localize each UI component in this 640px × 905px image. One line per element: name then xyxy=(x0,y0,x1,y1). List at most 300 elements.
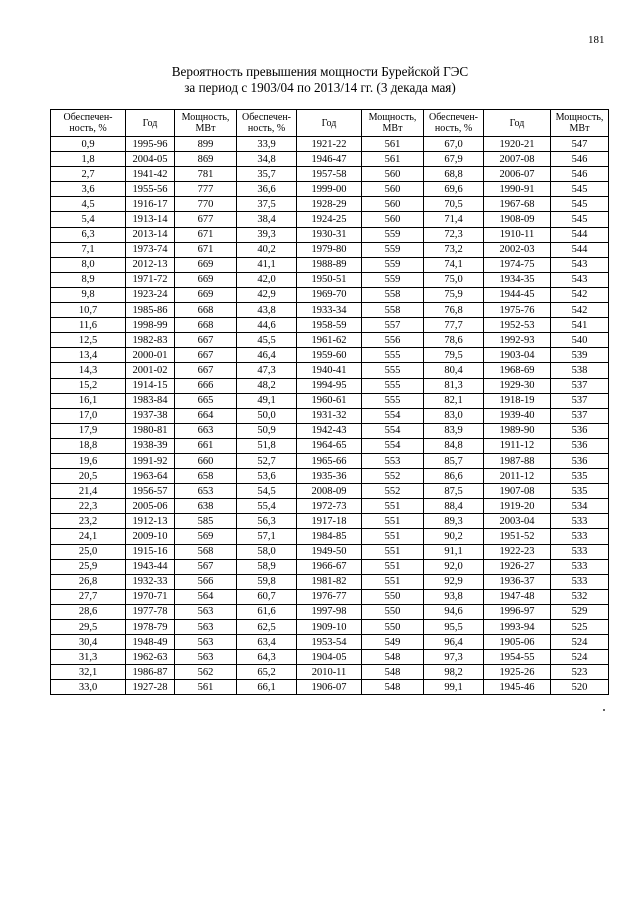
table-row xyxy=(51,227,609,242)
table-cell: 91,1 xyxy=(424,544,484,559)
table-cell: 537 xyxy=(551,378,609,393)
table-cell: 564 xyxy=(175,589,237,604)
title-line-2: за период с 1903/04 по 2013/14 гг. (3 декада мая) xyxy=(184,80,456,95)
table-cell: 42,9 xyxy=(237,287,297,302)
table-cell: 74,1 xyxy=(424,257,484,272)
table-cell: 541 xyxy=(551,318,609,333)
table-row xyxy=(51,544,609,559)
table-cell: 14,3 xyxy=(51,363,126,378)
table-cell: 544 xyxy=(551,227,609,242)
table-row xyxy=(51,650,609,665)
table-cell: 1984-85 xyxy=(297,529,362,544)
table-cell: 1975-76 xyxy=(484,303,551,318)
table-cell: 84,8 xyxy=(424,438,484,453)
table-cell: 777 xyxy=(175,182,237,197)
table-cell: 48,2 xyxy=(237,378,297,393)
table-cell: 660 xyxy=(175,453,237,468)
table-cell: 45,5 xyxy=(237,333,297,348)
table-cell: 555 xyxy=(362,378,424,393)
table-cell: 544 xyxy=(551,242,609,257)
table-cell: 1928-29 xyxy=(297,197,362,212)
table-cell: 558 xyxy=(362,303,424,318)
table-cell: 1948-49 xyxy=(126,635,175,650)
table-cell: 556 xyxy=(362,333,424,348)
scan-artifact xyxy=(603,709,605,711)
table-cell: 75,0 xyxy=(424,272,484,287)
table-cell: 1996-97 xyxy=(484,604,551,619)
table-cell: 537 xyxy=(551,408,609,423)
column-header: Обеспечен-ность, % xyxy=(424,110,484,137)
table-cell: 1934-35 xyxy=(484,272,551,287)
table-cell: 39,3 xyxy=(237,227,297,242)
table-cell: 532 xyxy=(551,589,609,604)
table-cell: 542 xyxy=(551,287,609,302)
table-cell: 1957-58 xyxy=(297,167,362,182)
table-cell: 1930-31 xyxy=(297,227,362,242)
table-row xyxy=(51,152,609,167)
table-cell: 770 xyxy=(175,197,237,212)
table-cell: 83,9 xyxy=(424,423,484,438)
table-cell: 560 xyxy=(362,197,424,212)
table-cell: 67,0 xyxy=(424,137,484,152)
table-cell: 1969-70 xyxy=(297,287,362,302)
table-cell: 59,8 xyxy=(237,574,297,589)
title-line-1: Вероятность превышения мощности Бурейской ГЭС xyxy=(171,64,469,79)
table-cell: 58,9 xyxy=(237,559,297,574)
table-row xyxy=(51,137,609,152)
table-cell: 1942-43 xyxy=(297,423,362,438)
table-row xyxy=(51,589,609,604)
table-cell: 1921-22 xyxy=(297,137,362,152)
table-cell: 98,2 xyxy=(424,665,484,680)
table-cell: 563 xyxy=(175,604,237,619)
table-cell: 52,7 xyxy=(237,453,297,468)
table-cell: 21,4 xyxy=(51,484,126,499)
table-cell: 1972-73 xyxy=(297,499,362,514)
table-cell: 61,6 xyxy=(237,604,297,619)
table-cell: 1958-59 xyxy=(297,318,362,333)
table-cell: 546 xyxy=(551,167,609,182)
table-row xyxy=(51,469,609,484)
table-cell: 539 xyxy=(551,348,609,363)
table-cell: 1925-26 xyxy=(484,665,551,680)
table-cell: 551 xyxy=(362,574,424,589)
table-row xyxy=(51,318,609,333)
table-row xyxy=(51,514,609,529)
table-cell: 566 xyxy=(175,574,237,589)
table-cell: 545 xyxy=(551,182,609,197)
table-cell: 23,2 xyxy=(51,514,126,529)
table-cell: 1959-60 xyxy=(297,348,362,363)
table-row xyxy=(51,438,609,453)
table-cell: 51,8 xyxy=(237,438,297,453)
table-cell: 73,2 xyxy=(424,242,484,257)
table-cell: 13,4 xyxy=(51,348,126,363)
table-cell: 20,5 xyxy=(51,469,126,484)
table-cell: 60,7 xyxy=(237,589,297,604)
table-cell: 55,4 xyxy=(237,499,297,514)
table-cell: 95,5 xyxy=(424,620,484,635)
table-cell: 638 xyxy=(175,499,237,514)
table-header-row xyxy=(51,110,609,137)
table-cell: 56,3 xyxy=(237,514,297,529)
table-cell: 27,7 xyxy=(51,589,126,604)
table-cell: 92,0 xyxy=(424,559,484,574)
table-cell: 1988-89 xyxy=(297,257,362,272)
table-cell: 53,6 xyxy=(237,469,297,484)
table-cell: 66,1 xyxy=(237,680,297,695)
table-cell: 1978-79 xyxy=(126,620,175,635)
table-cell: 83,0 xyxy=(424,408,484,423)
table-cell: 1907-08 xyxy=(484,484,551,499)
table-cell: 2007-08 xyxy=(484,152,551,167)
table-cell: 47,3 xyxy=(237,363,297,378)
table-cell: 663 xyxy=(175,423,237,438)
table-cell: 1910-11 xyxy=(484,227,551,242)
table-row xyxy=(51,604,609,619)
page-title xyxy=(0,64,640,96)
table-cell: 7,1 xyxy=(51,242,126,257)
table-cell: 2001-02 xyxy=(126,363,175,378)
table-cell: 536 xyxy=(551,438,609,453)
table-cell: 1965-66 xyxy=(297,453,362,468)
table-cell: 62,5 xyxy=(237,620,297,635)
table-cell: 4,5 xyxy=(51,197,126,212)
table-cell: 550 xyxy=(362,589,424,604)
table-row xyxy=(51,378,609,393)
table-cell: 0,9 xyxy=(51,137,126,152)
table-cell: 533 xyxy=(551,559,609,574)
table-cell: 78,6 xyxy=(424,333,484,348)
table-cell: 34,8 xyxy=(237,152,297,167)
table-cell: 8,0 xyxy=(51,257,126,272)
table-cell: 563 xyxy=(175,635,237,650)
table-cell: 554 xyxy=(362,408,424,423)
table-cell: 79,5 xyxy=(424,348,484,363)
table-cell: 94,6 xyxy=(424,604,484,619)
table-row xyxy=(51,665,609,680)
table-row xyxy=(51,620,609,635)
table-cell: 559 xyxy=(362,257,424,272)
table-cell: 551 xyxy=(362,529,424,544)
table-cell: 1991-92 xyxy=(126,453,175,468)
table-cell: 1936-37 xyxy=(484,574,551,589)
table-cell: 36,6 xyxy=(237,182,297,197)
column-header: Год xyxy=(297,110,362,137)
table-cell: 26,8 xyxy=(51,574,126,589)
table-cell: 1983-84 xyxy=(126,393,175,408)
table-cell: 537 xyxy=(551,393,609,408)
table-cell: 18,8 xyxy=(51,438,126,453)
table-cell: 666 xyxy=(175,378,237,393)
column-header: Обеспечен-ность, % xyxy=(237,110,297,137)
table-cell: 2008-09 xyxy=(297,484,362,499)
table-cell: 30,4 xyxy=(51,635,126,650)
table-cell: 563 xyxy=(175,650,237,665)
table-row xyxy=(51,287,609,302)
table-cell: 533 xyxy=(551,544,609,559)
table-cell: 536 xyxy=(551,423,609,438)
table-row xyxy=(51,393,609,408)
column-header: Мощность, МВт xyxy=(362,110,424,137)
column-header: Обеспечен-ность, % xyxy=(51,110,126,137)
table-cell: 1919-20 xyxy=(484,499,551,514)
table-cell: 562 xyxy=(175,665,237,680)
table-cell: 1962-63 xyxy=(126,650,175,665)
table-cell: 17,9 xyxy=(51,423,126,438)
table-cell: 535 xyxy=(551,469,609,484)
table-cell: 554 xyxy=(362,438,424,453)
table-cell: 2005-06 xyxy=(126,499,175,514)
table-cell: 1993-94 xyxy=(484,620,551,635)
table-cell: 1,8 xyxy=(51,152,126,167)
table-cell: 543 xyxy=(551,272,609,287)
table-cell: 525 xyxy=(551,620,609,635)
table-cell: 72,3 xyxy=(424,227,484,242)
table-cell: 560 xyxy=(362,182,424,197)
table-cell: 1994-95 xyxy=(297,378,362,393)
table-cell: 5,4 xyxy=(51,212,126,227)
table-row xyxy=(51,423,609,438)
table-cell: 563 xyxy=(175,620,237,635)
table-cell: 6,3 xyxy=(51,227,126,242)
table-cell: 10,7 xyxy=(51,303,126,318)
table-cell: 1982-83 xyxy=(126,333,175,348)
table-row xyxy=(51,635,609,650)
table-row xyxy=(51,242,609,257)
table-cell: 82,1 xyxy=(424,393,484,408)
table-cell: 2011-12 xyxy=(484,469,551,484)
table-cell: 561 xyxy=(362,137,424,152)
table-cell: 555 xyxy=(362,363,424,378)
table-cell: 65,2 xyxy=(237,665,297,680)
table-cell: 2010-11 xyxy=(297,665,362,680)
table-cell: 1955-56 xyxy=(126,182,175,197)
table-cell: 85,7 xyxy=(424,453,484,468)
table-cell: 535 xyxy=(551,484,609,499)
column-header: Год xyxy=(484,110,551,137)
table-cell: 533 xyxy=(551,529,609,544)
table-cell: 44,6 xyxy=(237,318,297,333)
table-cell: 669 xyxy=(175,287,237,302)
table-cell: 1908-09 xyxy=(484,212,551,227)
table-row xyxy=(51,499,609,514)
table-cell: 542 xyxy=(551,303,609,318)
table-cell: 1914-15 xyxy=(126,378,175,393)
table-row xyxy=(51,303,609,318)
table-cell: 1979-80 xyxy=(297,242,362,257)
table-cell: 1961-62 xyxy=(297,333,362,348)
table-cell: 1935-36 xyxy=(297,469,362,484)
table-cell: 551 xyxy=(362,499,424,514)
table-cell: 33,0 xyxy=(51,680,126,695)
table-cell: 1911-12 xyxy=(484,438,551,453)
table-cell: 11,6 xyxy=(51,318,126,333)
table-cell: 561 xyxy=(175,680,237,695)
table-cell: 554 xyxy=(362,423,424,438)
table-cell: 90,2 xyxy=(424,529,484,544)
table-cell: 1946-47 xyxy=(297,152,362,167)
table-cell: 25,0 xyxy=(51,544,126,559)
table-cell: 560 xyxy=(362,212,424,227)
table-cell: 31,3 xyxy=(51,650,126,665)
table-cell: 1953-54 xyxy=(297,635,362,650)
table-cell: 668 xyxy=(175,318,237,333)
table-row xyxy=(51,333,609,348)
probability-table xyxy=(50,109,609,695)
table-cell: 2002-03 xyxy=(484,242,551,257)
table-cell: 40,2 xyxy=(237,242,297,257)
column-header: Мощность, МВт xyxy=(551,110,609,137)
table-row xyxy=(51,453,609,468)
table-cell: 3,6 xyxy=(51,182,126,197)
table-cell: 552 xyxy=(362,484,424,499)
table-cell: 561 xyxy=(362,152,424,167)
table-cell: 665 xyxy=(175,393,237,408)
table-cell: 1905-06 xyxy=(484,635,551,650)
table-cell: 545 xyxy=(551,212,609,227)
table-cell: 1952-53 xyxy=(484,318,551,333)
table-cell: 57,1 xyxy=(237,529,297,544)
table-cell: 1937-38 xyxy=(126,408,175,423)
table-cell: 677 xyxy=(175,212,237,227)
table-cell: 50,0 xyxy=(237,408,297,423)
table-row xyxy=(51,182,609,197)
table-cell: 1985-86 xyxy=(126,303,175,318)
table-cell: 42,0 xyxy=(237,272,297,287)
table-cell: 1923-24 xyxy=(126,287,175,302)
table-cell: 28,6 xyxy=(51,604,126,619)
table-row xyxy=(51,197,609,212)
table-cell: 667 xyxy=(175,333,237,348)
table-cell: 533 xyxy=(551,574,609,589)
table-cell: 38,4 xyxy=(237,212,297,227)
table-cell: 1933-34 xyxy=(297,303,362,318)
table-cell: 1968-69 xyxy=(484,363,551,378)
table-cell: 557 xyxy=(362,318,424,333)
table-cell: 524 xyxy=(551,650,609,665)
table-cell: 1967-68 xyxy=(484,197,551,212)
page-number: 181 xyxy=(588,34,605,46)
table-cell: 80,4 xyxy=(424,363,484,378)
table-cell: 1916-17 xyxy=(126,197,175,212)
table-cell: 555 xyxy=(362,348,424,363)
table-row xyxy=(51,574,609,589)
table-cell: 1986-87 xyxy=(126,665,175,680)
table-cell: 33,9 xyxy=(237,137,297,152)
table-cell: 1963-64 xyxy=(126,469,175,484)
table-cell: 1939-40 xyxy=(484,408,551,423)
table-cell: 1960-61 xyxy=(297,393,362,408)
table-cell: 536 xyxy=(551,453,609,468)
table-cell: 69,6 xyxy=(424,182,484,197)
table-cell: 1922-23 xyxy=(484,544,551,559)
table-cell: 523 xyxy=(551,665,609,680)
table-cell: 548 xyxy=(362,650,424,665)
table-cell: 16,1 xyxy=(51,393,126,408)
table-cell: 24,1 xyxy=(51,529,126,544)
table-row xyxy=(51,559,609,574)
table-cell: 1995-96 xyxy=(126,137,175,152)
table-cell: 1976-77 xyxy=(297,589,362,604)
table-row xyxy=(51,529,609,544)
table-cell: 15,2 xyxy=(51,378,126,393)
table-cell: 77,7 xyxy=(424,318,484,333)
table-cell: 546 xyxy=(551,152,609,167)
table-cell: 520 xyxy=(551,680,609,695)
table-cell: 551 xyxy=(362,559,424,574)
table-cell: 1903-04 xyxy=(484,348,551,363)
table-cell: 1926-27 xyxy=(484,559,551,574)
table-cell: 1990-91 xyxy=(484,182,551,197)
table-cell: 93,8 xyxy=(424,589,484,604)
table-cell: 1941-42 xyxy=(126,167,175,182)
table-row xyxy=(51,348,609,363)
table-cell: 25,9 xyxy=(51,559,126,574)
table-cell: 558 xyxy=(362,287,424,302)
table-cell: 559 xyxy=(362,227,424,242)
table-cell: 1999-00 xyxy=(297,182,362,197)
table-cell: 86,6 xyxy=(424,469,484,484)
table-cell: 12,5 xyxy=(51,333,126,348)
table-cell: 46,4 xyxy=(237,348,297,363)
table-cell: 1997-98 xyxy=(297,604,362,619)
table-cell: 1951-52 xyxy=(484,529,551,544)
table-cell: 1970-71 xyxy=(126,589,175,604)
table-cell: 661 xyxy=(175,438,237,453)
column-header: Мощность, МВт xyxy=(175,110,237,137)
table-cell: 1950-51 xyxy=(297,272,362,287)
table-cell: 1947-48 xyxy=(484,589,551,604)
column-header: Год xyxy=(126,110,175,137)
table-cell: 1938-39 xyxy=(126,438,175,453)
table-cell: 49,1 xyxy=(237,393,297,408)
table-cell: 88,4 xyxy=(424,499,484,514)
table-cell: 567 xyxy=(175,559,237,574)
table-body xyxy=(51,137,609,695)
table-cell: 92,9 xyxy=(424,574,484,589)
table-cell: 1974-75 xyxy=(484,257,551,272)
table-cell: 58,0 xyxy=(237,544,297,559)
table-cell: 1932-33 xyxy=(126,574,175,589)
table-cell: 1918-19 xyxy=(484,393,551,408)
table-cell: 41,1 xyxy=(237,257,297,272)
table-cell: 1973-74 xyxy=(126,242,175,257)
table-cell: 1956-57 xyxy=(126,484,175,499)
table-cell: 32,1 xyxy=(51,665,126,680)
table-cell: 1924-25 xyxy=(297,212,362,227)
table-row xyxy=(51,680,609,695)
table-cell: 81,3 xyxy=(424,378,484,393)
table-cell: 551 xyxy=(362,514,424,529)
table-cell: 2000-01 xyxy=(126,348,175,363)
table-cell: 1912-13 xyxy=(126,514,175,529)
table-cell: 76,8 xyxy=(424,303,484,318)
table-cell: 64,3 xyxy=(237,650,297,665)
table-cell: 668 xyxy=(175,303,237,318)
table-cell: 671 xyxy=(175,242,237,257)
table-cell: 19,6 xyxy=(51,453,126,468)
table-cell: 653 xyxy=(175,484,237,499)
table-cell: 529 xyxy=(551,604,609,619)
table-cell: 1992-93 xyxy=(484,333,551,348)
table-cell: 548 xyxy=(362,680,424,695)
table-cell: 50,9 xyxy=(237,423,297,438)
table-cell: 1981-82 xyxy=(297,574,362,589)
table-cell: 550 xyxy=(362,620,424,635)
table-cell: 1949-50 xyxy=(297,544,362,559)
table-cell: 552 xyxy=(362,469,424,484)
